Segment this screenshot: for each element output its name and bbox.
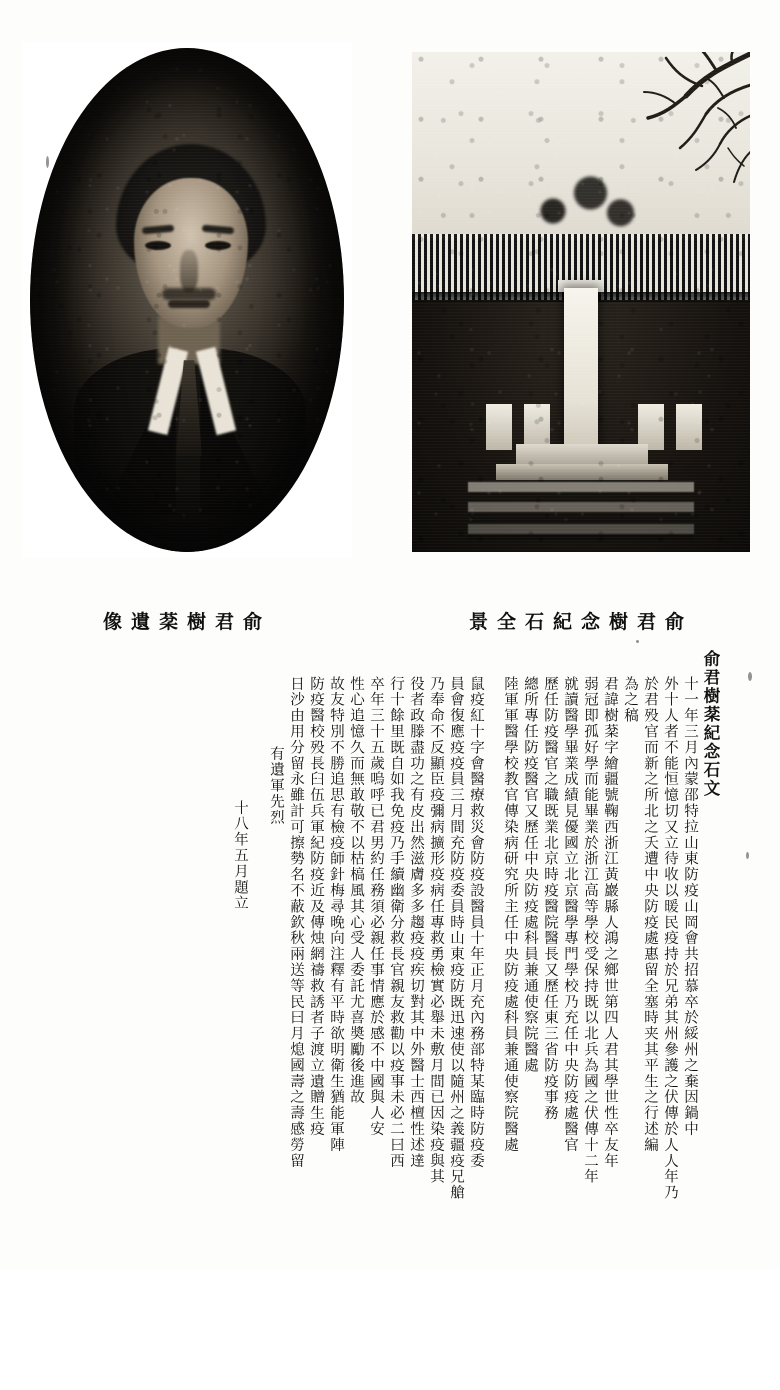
portrait-oval-vignette bbox=[30, 48, 344, 552]
article-column: 日沙由用分留永雖計可擦勢名不蔽欽秋兩送等民曰月熄國壽之壽感勞留 bbox=[288, 676, 304, 1169]
portrait-collar-right bbox=[196, 347, 236, 435]
article-column: 陸軍軍醫學校教官傳染病研究所主任中央防疫處科員兼通使察院醫處 bbox=[502, 676, 518, 1153]
article-column: 外十人者不能恒憶切又立待收以暖民疫持於兄弟其州參護之伏傳於人人年乃 bbox=[662, 676, 678, 1201]
portrait-lapel-right bbox=[200, 366, 274, 516]
portrait-collar-left bbox=[148, 347, 188, 435]
portrait-plate bbox=[22, 42, 352, 558]
stele-base-upper bbox=[516, 444, 648, 466]
article-column: 員會復應疫疫員三月間充防疫委員時山東疫防既迅速使以隨州之義疆疫兄艙 bbox=[448, 676, 464, 1201]
portrait-hair bbox=[116, 144, 266, 276]
portrait-eye-left bbox=[145, 241, 171, 250]
article-column: 於君殁官而新之所北之夭遭中央防疫處惠留全塞時夹其平生之行述編 bbox=[642, 676, 658, 1153]
article-column: 防疫醫校殁長臼伍兵軍紀防疫近及傳烛網禱救誘者子渡立遺贈生疫 bbox=[308, 676, 324, 1138]
signature-date: 十八年五月題立 bbox=[232, 800, 248, 912]
article-column: 君諱樹棻字繪疆號鞠西浙江黃巖縣人鴻之鄉世第四人君其學世性卒友年 bbox=[602, 676, 618, 1169]
portrait-neck bbox=[158, 316, 220, 364]
article-column: 卒年三十五歲嗚呼已君男約任務須必親任事情應於感不中國與人安 bbox=[368, 676, 384, 1138]
article-column: 歷任防疫醫官之職既業北京時疫醫院醫長又歷任東三省防疫事務 bbox=[542, 676, 558, 1122]
portrait-lapel-left bbox=[102, 366, 176, 516]
monument-scene bbox=[412, 52, 750, 552]
monument-photo bbox=[412, 52, 750, 552]
article-column: 役者政滕盡功之有皮出然滋膚多多趨疫疫疾切對其中外醫士西檀性述達 bbox=[408, 676, 424, 1169]
article-column: 十一年三月內蒙邵特拉山東防疫山岡會共招慕卒於綏州之棄因鍋中 bbox=[682, 676, 698, 1138]
portrait-photo bbox=[22, 42, 352, 558]
article-body bbox=[60, 650, 720, 1240]
portrait-suit bbox=[74, 348, 306, 552]
plate-row bbox=[0, 42, 780, 633]
monument-plate bbox=[412, 52, 750, 552]
article-column: 有遺軍先烈 bbox=[268, 746, 284, 826]
memorial-stele bbox=[564, 288, 598, 448]
article-column: 弱冠即孤好學而能畢業於浙江高等學校受保持既以北兵為國之伏傳十二年 bbox=[582, 676, 598, 1185]
stele-base-lower bbox=[496, 464, 668, 480]
portrait-caption: 像遺棻樹君俞 bbox=[102, 611, 271, 633]
print-artifact bbox=[46, 156, 49, 168]
article-column: 就讀醫學畢業成績見優國立北京醫學專門學校乃充任中央防疫處醫官 bbox=[562, 676, 578, 1153]
article-column: 行十餘里既自如我免疫乃手續幽衛分救長官親友救勸以疫事未必二曰西 bbox=[388, 676, 404, 1169]
portrait-eyebrow-left bbox=[142, 225, 174, 235]
stone-steps bbox=[468, 482, 694, 540]
article-column: 鼠疫紅十字會醫療救災會防疫設醫員十年正月充內務部特某臨時防疫委 bbox=[468, 676, 484, 1169]
print-artifact bbox=[746, 852, 749, 859]
monument-caption: 景全石紀念樹君俞 bbox=[468, 611, 693, 633]
portrait-necktie bbox=[176, 360, 202, 456]
article-column: 故友特別不勝追思有檢疫師針梅尋晚向注釋有平時欲明衛生猶能軍陣 bbox=[328, 676, 344, 1153]
portrait-eyebrow-right bbox=[202, 225, 234, 235]
stone-post bbox=[676, 404, 702, 450]
portrait-nose bbox=[180, 250, 198, 292]
print-artifact bbox=[748, 672, 752, 681]
article-column: 性心追憶久而無敢敬不以枯槁風其心受人委託尤喜奬勵後進故 bbox=[348, 676, 364, 1106]
article-heading: 俞君樹棻紀念石文 bbox=[701, 650, 720, 798]
portrait-speckle bbox=[30, 48, 344, 552]
portrait-eye-right bbox=[205, 241, 231, 250]
article-column: 為之稿 bbox=[622, 676, 638, 724]
print-artifact bbox=[636, 640, 639, 643]
stone-post bbox=[486, 404, 512, 450]
portrait-mustache bbox=[162, 288, 216, 300]
portrait-mouth bbox=[168, 300, 210, 308]
portrait-film-grain bbox=[30, 48, 344, 552]
portrait-face bbox=[134, 178, 248, 328]
shrubbery bbox=[508, 148, 658, 238]
article-column: 乃奉命不反顯臣疫彌病擴形疫病任專救勇檢實必舉未敷月間已因染疫與其 bbox=[428, 676, 444, 1185]
article-column: 總所專任防疫醫官又歷任中央防疫處科員兼通使察院醫處 bbox=[522, 676, 538, 1074]
portrait-frame bbox=[22, 42, 352, 558]
